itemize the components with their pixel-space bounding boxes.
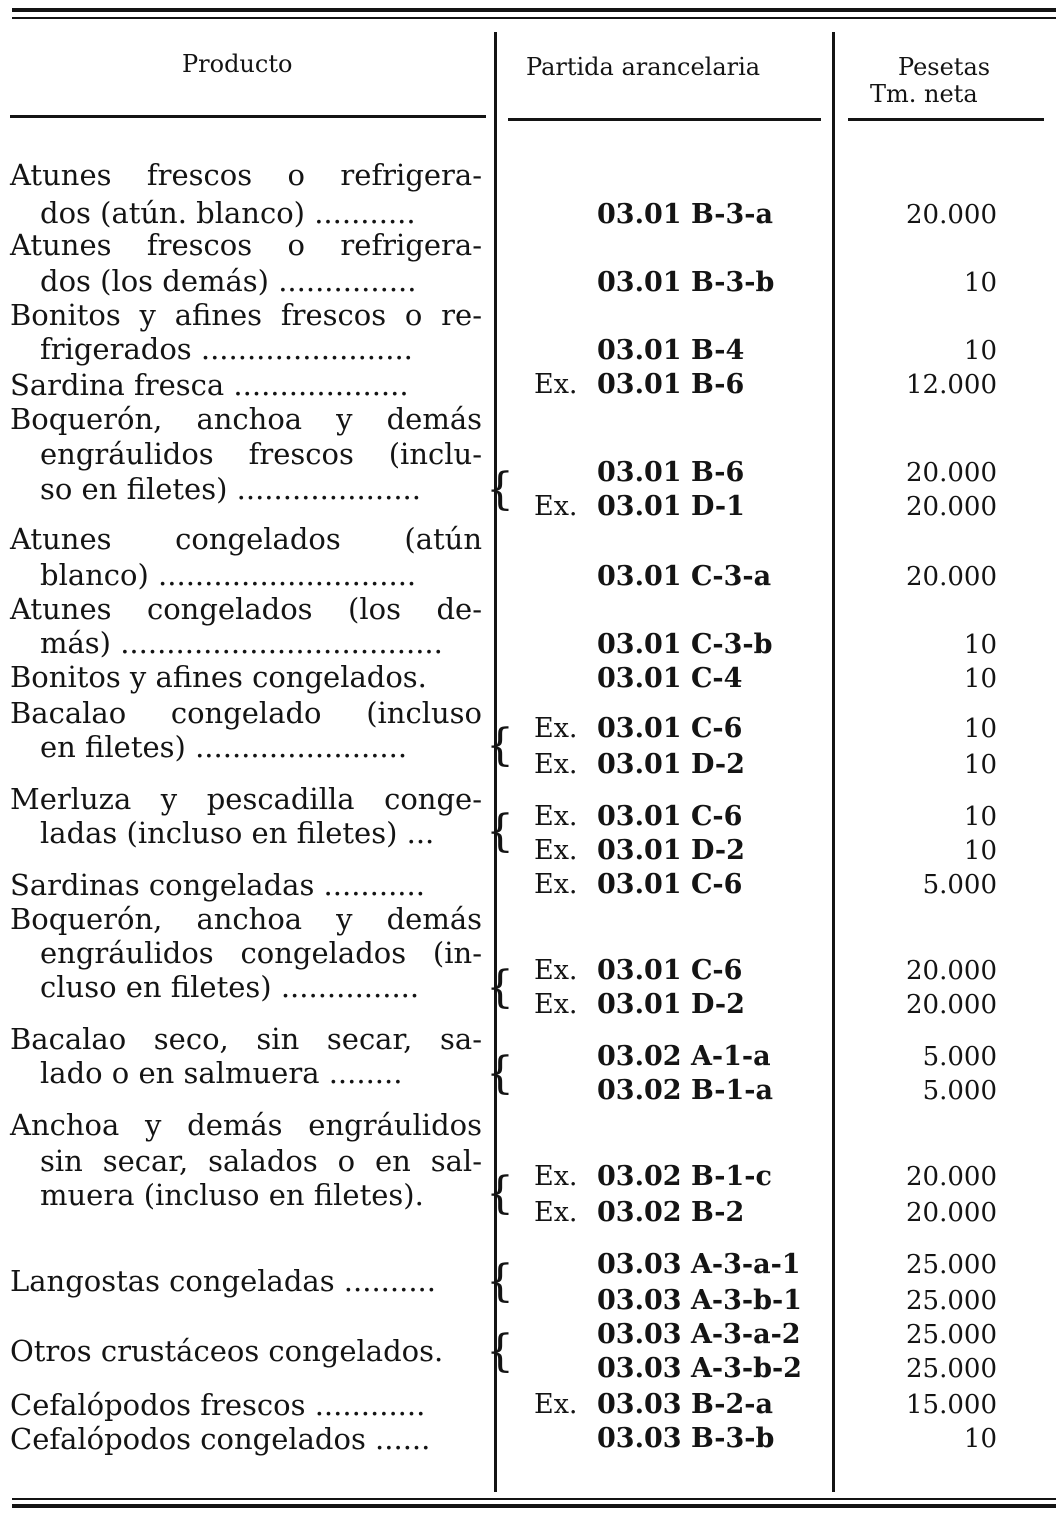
tariff-code: 03.03 A-3-a-1 — [597, 1249, 801, 1280]
tariff-code: 03.02 B-2 — [597, 1197, 745, 1228]
product-line: Cefalópodos frescos ............ — [10, 1388, 426, 1422]
header-product: Producto — [182, 50, 293, 78]
product-line: Sardinas congeladas ........... — [10, 868, 425, 902]
tariff-code: 03.03 B-2-a — [597, 1389, 773, 1420]
ex-prefix: Ex. — [534, 989, 578, 1020]
pesetas-value: 25.000 — [906, 1286, 997, 1316]
product-line: Bacalao seco, sin secar, sa- — [10, 1022, 482, 1056]
header-underline-tariff — [508, 118, 821, 121]
product-line: lado o en salmuera ........ — [40, 1056, 403, 1090]
pesetas-value: 20.000 — [906, 562, 997, 592]
pesetas-value: 12.000 — [906, 370, 997, 400]
pesetas-value: 20.000 — [906, 990, 997, 1020]
product-line: ladas (incluso en filetes) ... — [40, 816, 435, 850]
pesetas-value: 10 — [963, 836, 997, 866]
tariff-code: 03.03 A-3-b-2 — [597, 1353, 802, 1384]
product-line: Otros crustáceos congelados. — [10, 1334, 444, 1368]
header-pesetas-line1: Pesetas — [898, 53, 991, 81]
brace-icon: { — [486, 1168, 514, 1219]
pesetas-value: 5.000 — [922, 1076, 997, 1106]
ex-prefix: Ex. — [534, 835, 578, 866]
header-pesetas-line2: Tm. neta — [870, 80, 978, 108]
tariff-code: 03.01 C-6 — [597, 869, 743, 900]
tariff-code: 03.01 D-2 — [597, 749, 745, 780]
brace-icon: { — [486, 1326, 514, 1377]
top-rule-thin — [12, 17, 1056, 19]
product-line: Langostas congeladas .......... — [10, 1264, 436, 1298]
product-line: Atunes congelados (los de- — [10, 592, 482, 626]
tariff-code: 03.02 B-1-a — [597, 1075, 773, 1106]
product-line: Anchoa y demás engráulidos — [10, 1108, 482, 1142]
tariff-code: 03.02 A-1-a — [597, 1041, 771, 1072]
tariff-code: 03.01 B-4 — [597, 335, 745, 366]
product-line: más) ................................... — [40, 626, 443, 660]
tariff-code: 03.01 C-6 — [597, 713, 743, 744]
tariff-code: 03.01 C-6 — [597, 955, 743, 986]
pesetas-value: 20.000 — [906, 458, 997, 488]
tariff-code: 03.01 D-2 — [597, 989, 745, 1020]
pesetas-value: 10 — [963, 750, 997, 780]
ex-prefix: Ex. — [534, 713, 578, 744]
product-line: cluso en filetes) ............... — [40, 970, 420, 1004]
tariff-code: 03.01 C-3-a — [597, 561, 772, 592]
ex-prefix: Ex. — [534, 491, 578, 522]
product-line: Bonitos y afines congelados. — [10, 660, 427, 694]
top-rule-thick — [12, 8, 1056, 12]
product-line: blanco) ............................ — [40, 558, 417, 592]
bottom-rule-thick — [12, 1504, 1056, 1508]
product-line: dos (atún. blanco) ........... — [40, 196, 416, 230]
ex-prefix: Ex. — [534, 749, 578, 780]
ex-prefix: Ex. — [534, 1161, 578, 1192]
tariff-code: 03.01 B-6 — [597, 457, 745, 488]
pesetas-value: 15.000 — [906, 1390, 997, 1420]
column-divider-right — [832, 32, 835, 1492]
pesetas-value: 25.000 — [906, 1320, 997, 1350]
header-underline-pesetas — [848, 118, 1044, 121]
tariff-code: 03.01 C-6 — [597, 801, 743, 832]
tariff-code: 03.03 B-3-b — [597, 1423, 775, 1454]
tariff-code: 03.02 B-1-c — [597, 1161, 772, 1192]
brace-icon: { — [486, 464, 514, 515]
product-line: Merluza y pescadilla conge- — [10, 782, 482, 816]
ex-prefix: Ex. — [534, 955, 578, 986]
ex-prefix: Ex. — [534, 1389, 578, 1420]
ex-prefix: Ex. — [534, 1197, 578, 1228]
product-line: so en filetes) .................... — [40, 472, 421, 506]
header-tariff: Partida arancelaria — [526, 53, 761, 81]
tariff-code: 03.01 D-2 — [597, 835, 745, 866]
product-line: en filetes) ....................... — [40, 730, 408, 764]
ex-prefix: Ex. — [534, 369, 578, 400]
product-line: Atunes frescos o refrigera- — [10, 228, 482, 262]
brace-icon: { — [486, 962, 514, 1013]
pesetas-value: 20.000 — [906, 956, 997, 986]
product-line: sin secar, salados o en sal- — [40, 1144, 482, 1178]
product-line: Sardina fresca ................... — [10, 368, 409, 402]
pesetas-value: 20.000 — [906, 1198, 997, 1228]
pesetas-value: 25.000 — [906, 1354, 997, 1384]
tariff-code: 03.01 D-1 — [597, 491, 745, 522]
product-line: Bonitos y afines frescos o re- — [10, 298, 482, 332]
product-line: dos (los demás) ............... — [40, 264, 417, 298]
pesetas-value: 5.000 — [922, 1042, 997, 1072]
tariff-code: 03.01 B-3-a — [597, 199, 773, 230]
tariff-code: 03.01 B-3-b — [597, 267, 775, 298]
pesetas-value: 20.000 — [906, 1162, 997, 1192]
pesetas-value: 25.000 — [906, 1250, 997, 1280]
header-underline-product — [10, 115, 486, 118]
product-line: Boquerón, anchoa y demás — [10, 902, 482, 936]
tariff-code: 03.01 C-3-b — [597, 629, 773, 660]
pesetas-value: 10 — [963, 336, 997, 366]
product-line: Cefalópodos congelados ...... — [10, 1422, 431, 1456]
pesetas-value: 10 — [963, 714, 997, 744]
product-line: engráulidos congelados (in- — [40, 936, 482, 970]
product-line: frigerados ....................... — [40, 332, 413, 366]
pesetas-value: 10 — [963, 268, 997, 298]
product-line: Bacalao congelado (incluso — [10, 696, 482, 730]
bottom-rule-thin — [12, 1498, 1056, 1500]
tariff-code: 03.01 B-6 — [597, 369, 745, 400]
tariff-code: 03.03 A-3-b-1 — [597, 1285, 802, 1316]
pesetas-value: 10 — [963, 664, 997, 694]
tariff-code: 03.01 C-4 — [597, 663, 743, 694]
brace-icon: { — [486, 1048, 514, 1099]
product-line: engráulidos frescos (inclu- — [40, 437, 482, 471]
pesetas-value: 5.000 — [922, 870, 997, 900]
product-line: Atunes congelados (atún — [10, 522, 482, 556]
brace-icon: { — [486, 1256, 514, 1307]
pesetas-value: 10 — [963, 1424, 997, 1454]
product-line: Boquerón, anchoa y demás — [10, 402, 482, 436]
brace-icon: { — [486, 720, 514, 771]
tariff-code: 03.03 A-3-a-2 — [597, 1319, 801, 1350]
brace-icon: { — [486, 806, 514, 857]
pesetas-value: 10 — [963, 802, 997, 832]
product-line: Atunes frescos o refrigera- — [10, 158, 482, 192]
ex-prefix: Ex. — [534, 869, 578, 900]
product-line: muera (incluso en filetes). — [40, 1178, 424, 1212]
pesetas-value: 20.000 — [906, 200, 997, 230]
pesetas-value: 10 — [963, 630, 997, 660]
ex-prefix: Ex. — [534, 801, 578, 832]
pesetas-value: 20.000 — [906, 492, 997, 522]
